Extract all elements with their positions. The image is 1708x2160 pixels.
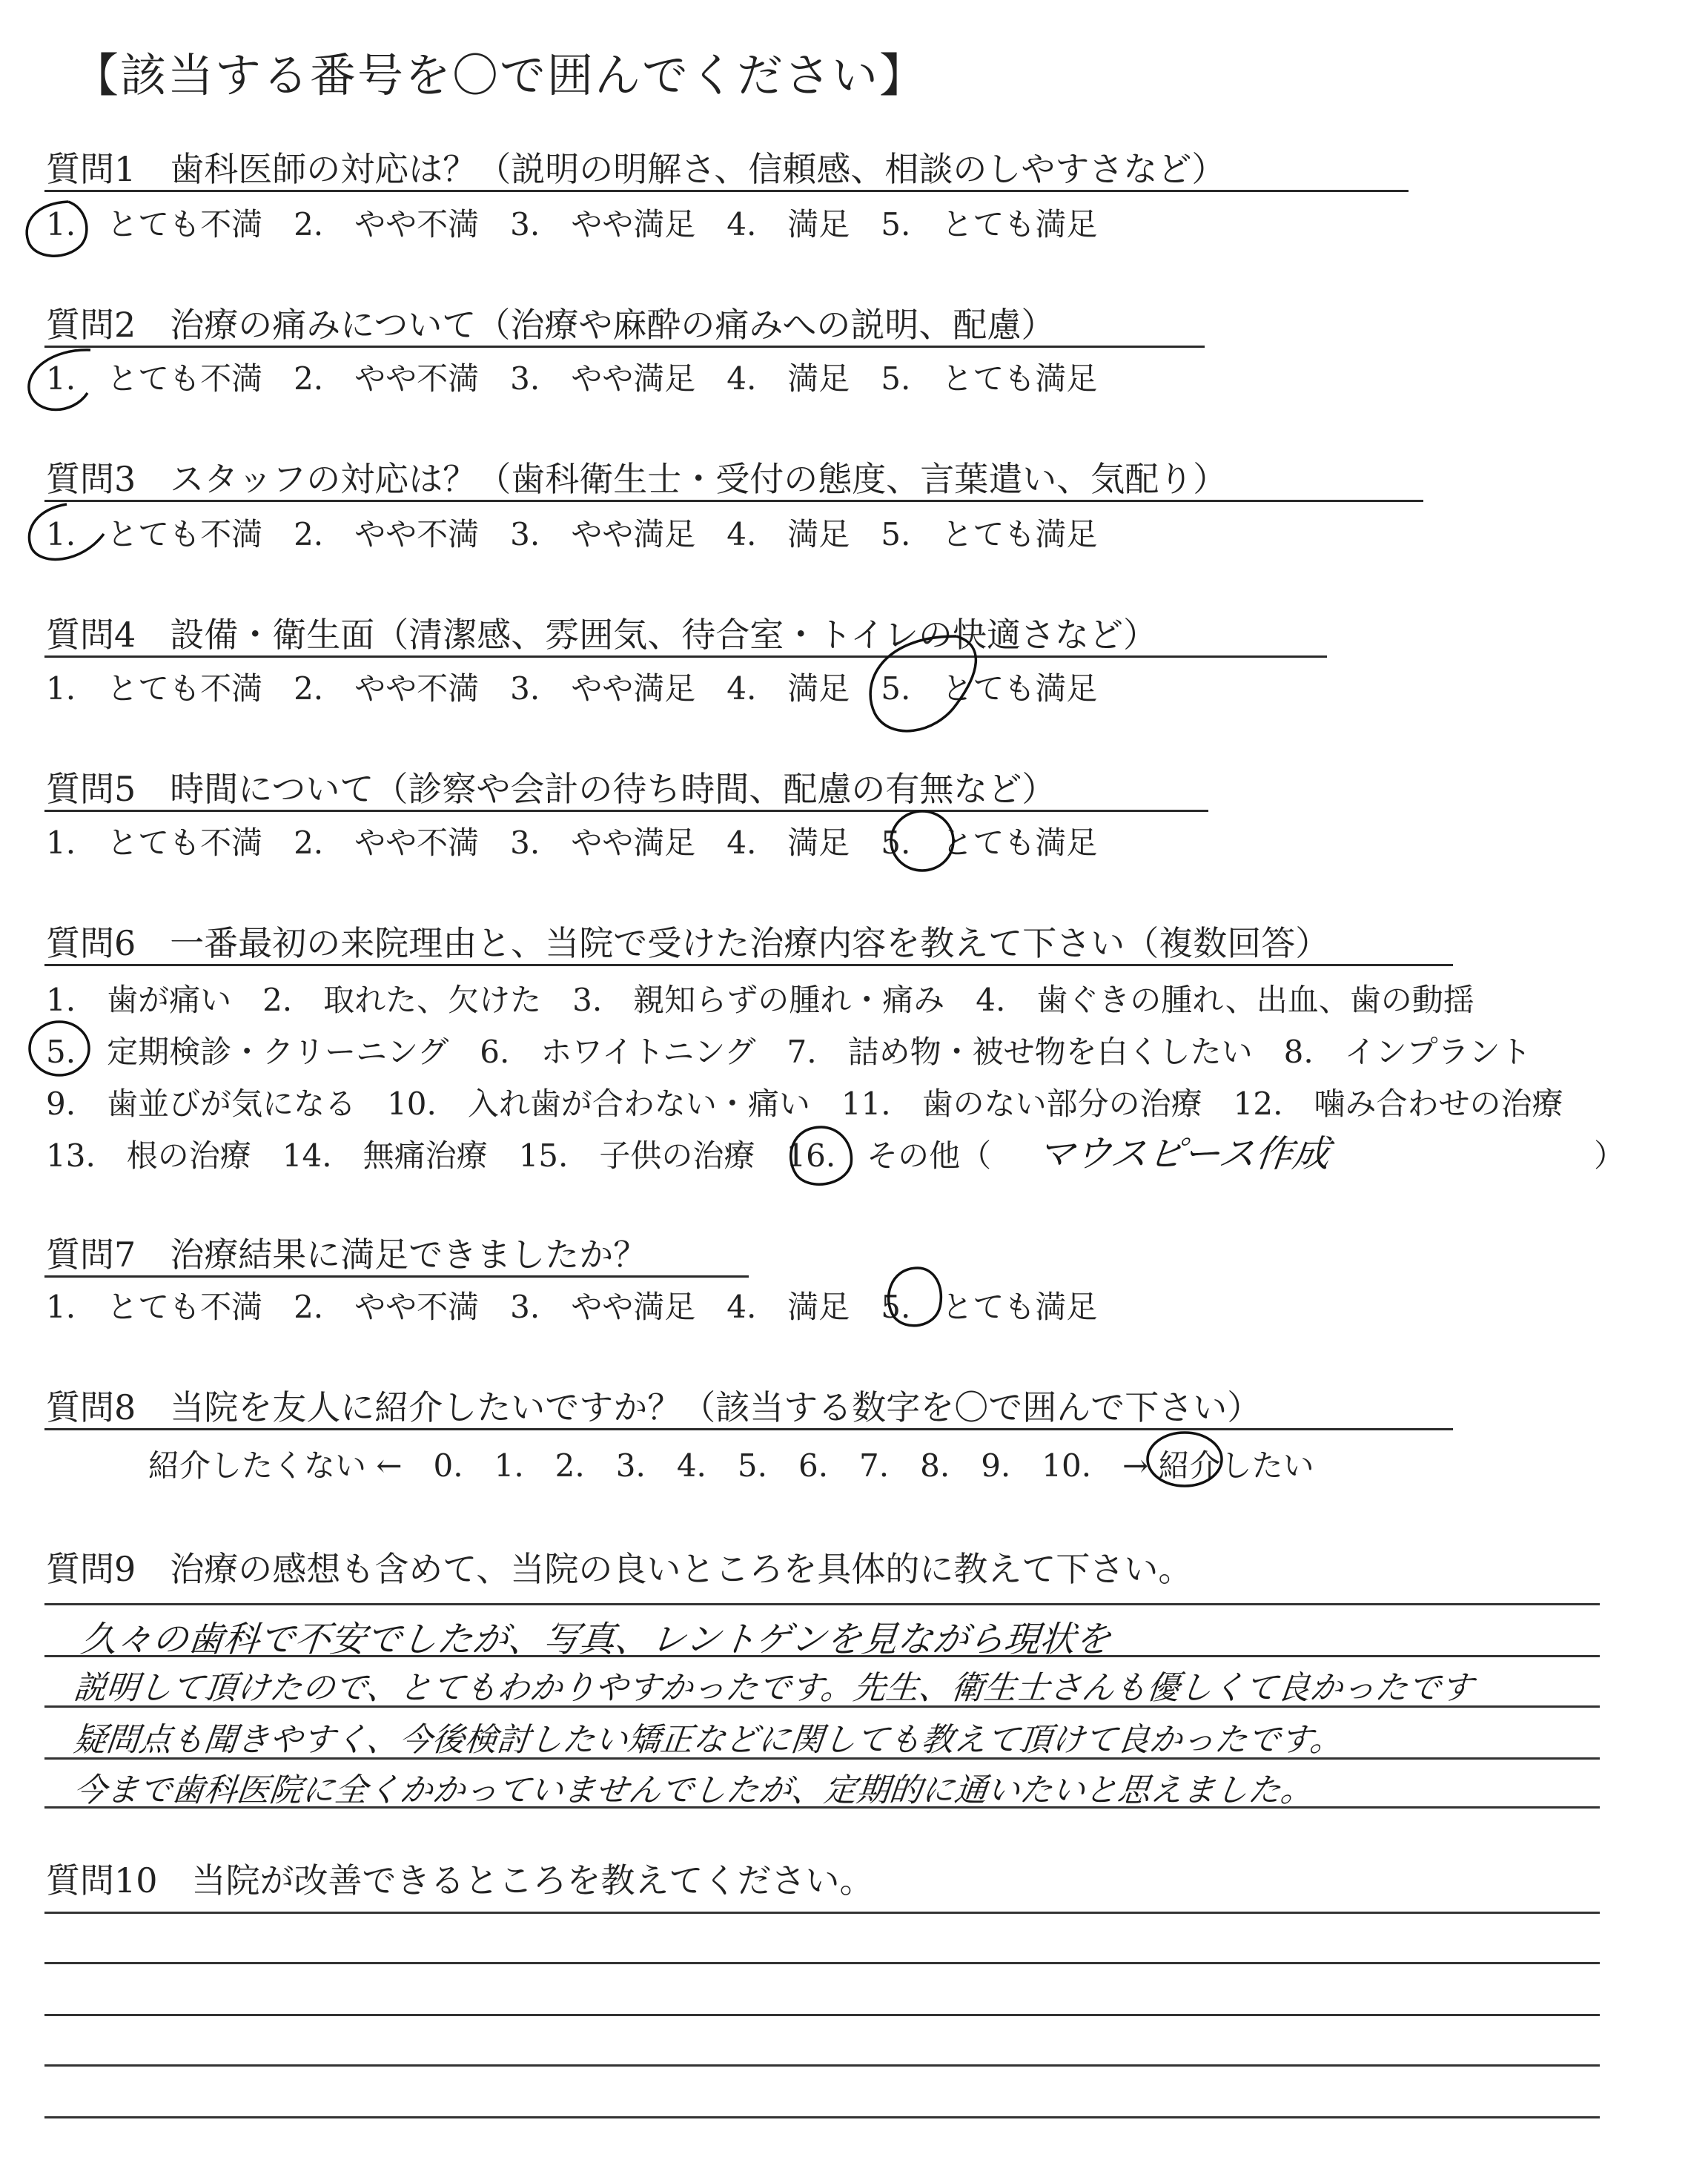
- q2-title: 質問2 治療の痛みについて（治療や麻酔の痛みへの説明、配慮）: [46, 305, 1056, 345]
- q5-options[interactable]: 1. とても不満 2. やや不満 3. やや満足 4. 満足 5. とても満足: [46, 825, 1098, 861]
- q1-title: 質問1 歯科医師の対応は？（説明の明解さ、信頼感、相談のしやすさなど）: [46, 149, 1226, 189]
- q1-selected-circle: [27, 202, 87, 256]
- q5-selected-circle: [891, 811, 953, 871]
- q9-answer-line-3: 疑問点も聞きやすく、今後検討したい矯正などに関しても教えて頂けて良かったです。: [71, 1721, 1345, 1759]
- q9-answer-line-4: 今まで歯科医院に全くかかっていませんでしたが、定期的に通いたいと思えました。: [71, 1771, 1316, 1809]
- q2-options[interactable]: 1. とても不満 2. やや不満 3. やや満足 4. 満足 5. とても満足: [46, 360, 1098, 397]
- q6-line-4[interactable]: 13. 根の治療 14. 無痛治療 15. 子供の治療 16. その他（: [46, 1137, 992, 1174]
- q1-options[interactable]: 1. とても不満 2. やや不満 3. やや満足 4. 満足 5. とても満足: [46, 206, 1098, 242]
- q6-other-close: ）: [1594, 1137, 1626, 1174]
- q6-5-selected-circle: [30, 1022, 89, 1075]
- q6-line-3[interactable]: 9. 歯並びが気になる 10. 入れ歯が合わない・痛い 11. 歯のない部分の治療 12. 噛み合わせの治療: [46, 1086, 1563, 1122]
- q7-selected-circle: [889, 1268, 941, 1326]
- q5-title: 質問5 時間について（診察や会計の待ち時間、配慮の有無など）: [46, 769, 1056, 809]
- page-heading: 【該当する番号を〇で囲んでください】: [73, 48, 927, 102]
- q3-selected-circle: [29, 504, 104, 559]
- q8-title: 質問8 当院を友人に紹介したいですか？（該当する数字を〇で囲んで下さい）: [46, 1387, 1262, 1427]
- q6-16-selected-circle: [791, 1127, 852, 1184]
- q8-selected-circle: [1148, 1433, 1222, 1486]
- q2-selected-circle: [29, 350, 90, 410]
- q7-options[interactable]: 1. とても不満 2. やや不満 3. やや満足 4. 満足 5. とても満足: [46, 1289, 1098, 1325]
- q9-answer-line-1: 久々の歯科で不安でしたが、写真、レントゲンを見ながら現状を: [79, 1619, 1113, 1660]
- q10-title: 質問10 当院が改善できるところを教えてください。: [46, 1860, 874, 1900]
- q4-title: 質問4 設備・衛生面（清潔感、雰囲気、待合室・トイレの快適さなど）: [46, 615, 1157, 655]
- q9-answer-line-2: 説明して頂けたので、とてもわかりやすかったです。先生、衛生士さんも優しくて良かったです: [71, 1669, 1475, 1707]
- q8-scale[interactable]: 紹介したくない ← 0. 1. 2. 3. 4. 5. 6. 7. 8. 9. 10. → 紹介したい: [148, 1447, 1314, 1484]
- q6-line-2[interactable]: 5. 定期検診・クリーニング 6. ホワイトニング 7. 詰め物・被せ物を白くしたい 8. インプラント: [46, 1034, 1532, 1070]
- q6-line-1[interactable]: 1. 歯が痛い 2. 取れた、欠けた 3. 親知らずの腫れ・痛み 4. 歯ぐきの腫れ、出血、歯の動揺: [46, 982, 1474, 1018]
- q6-title: 質問6 一番最初の来院理由と、当院で受けた治療内容を教えて下さい（複数回答）: [46, 923, 1330, 963]
- q7-title: 質問7 治療結果に満足できましたか？: [46, 1235, 648, 1275]
- q4-selected-circle: [870, 636, 976, 731]
- q6-other-handwritten: マウスピース作成: [1035, 1132, 1332, 1175]
- q4-options[interactable]: 1. とても不満 2. やや不満 3. やや満足 4. 満足 5. とても満足: [46, 670, 1098, 707]
- q3-title: 質問3 スタッフの対応は？（歯科衛生士・受付の態度、言葉遣い、気配り）: [46, 459, 1228, 499]
- q3-options[interactable]: 1. とても不満 2. やや不満 3. やや満足 4. 満足 5. とても満足: [46, 516, 1098, 552]
- q9-title: 質問9 治療の感想も含めて、当院の良いところを具体的に教えて下さい。: [46, 1549, 1193, 1589]
